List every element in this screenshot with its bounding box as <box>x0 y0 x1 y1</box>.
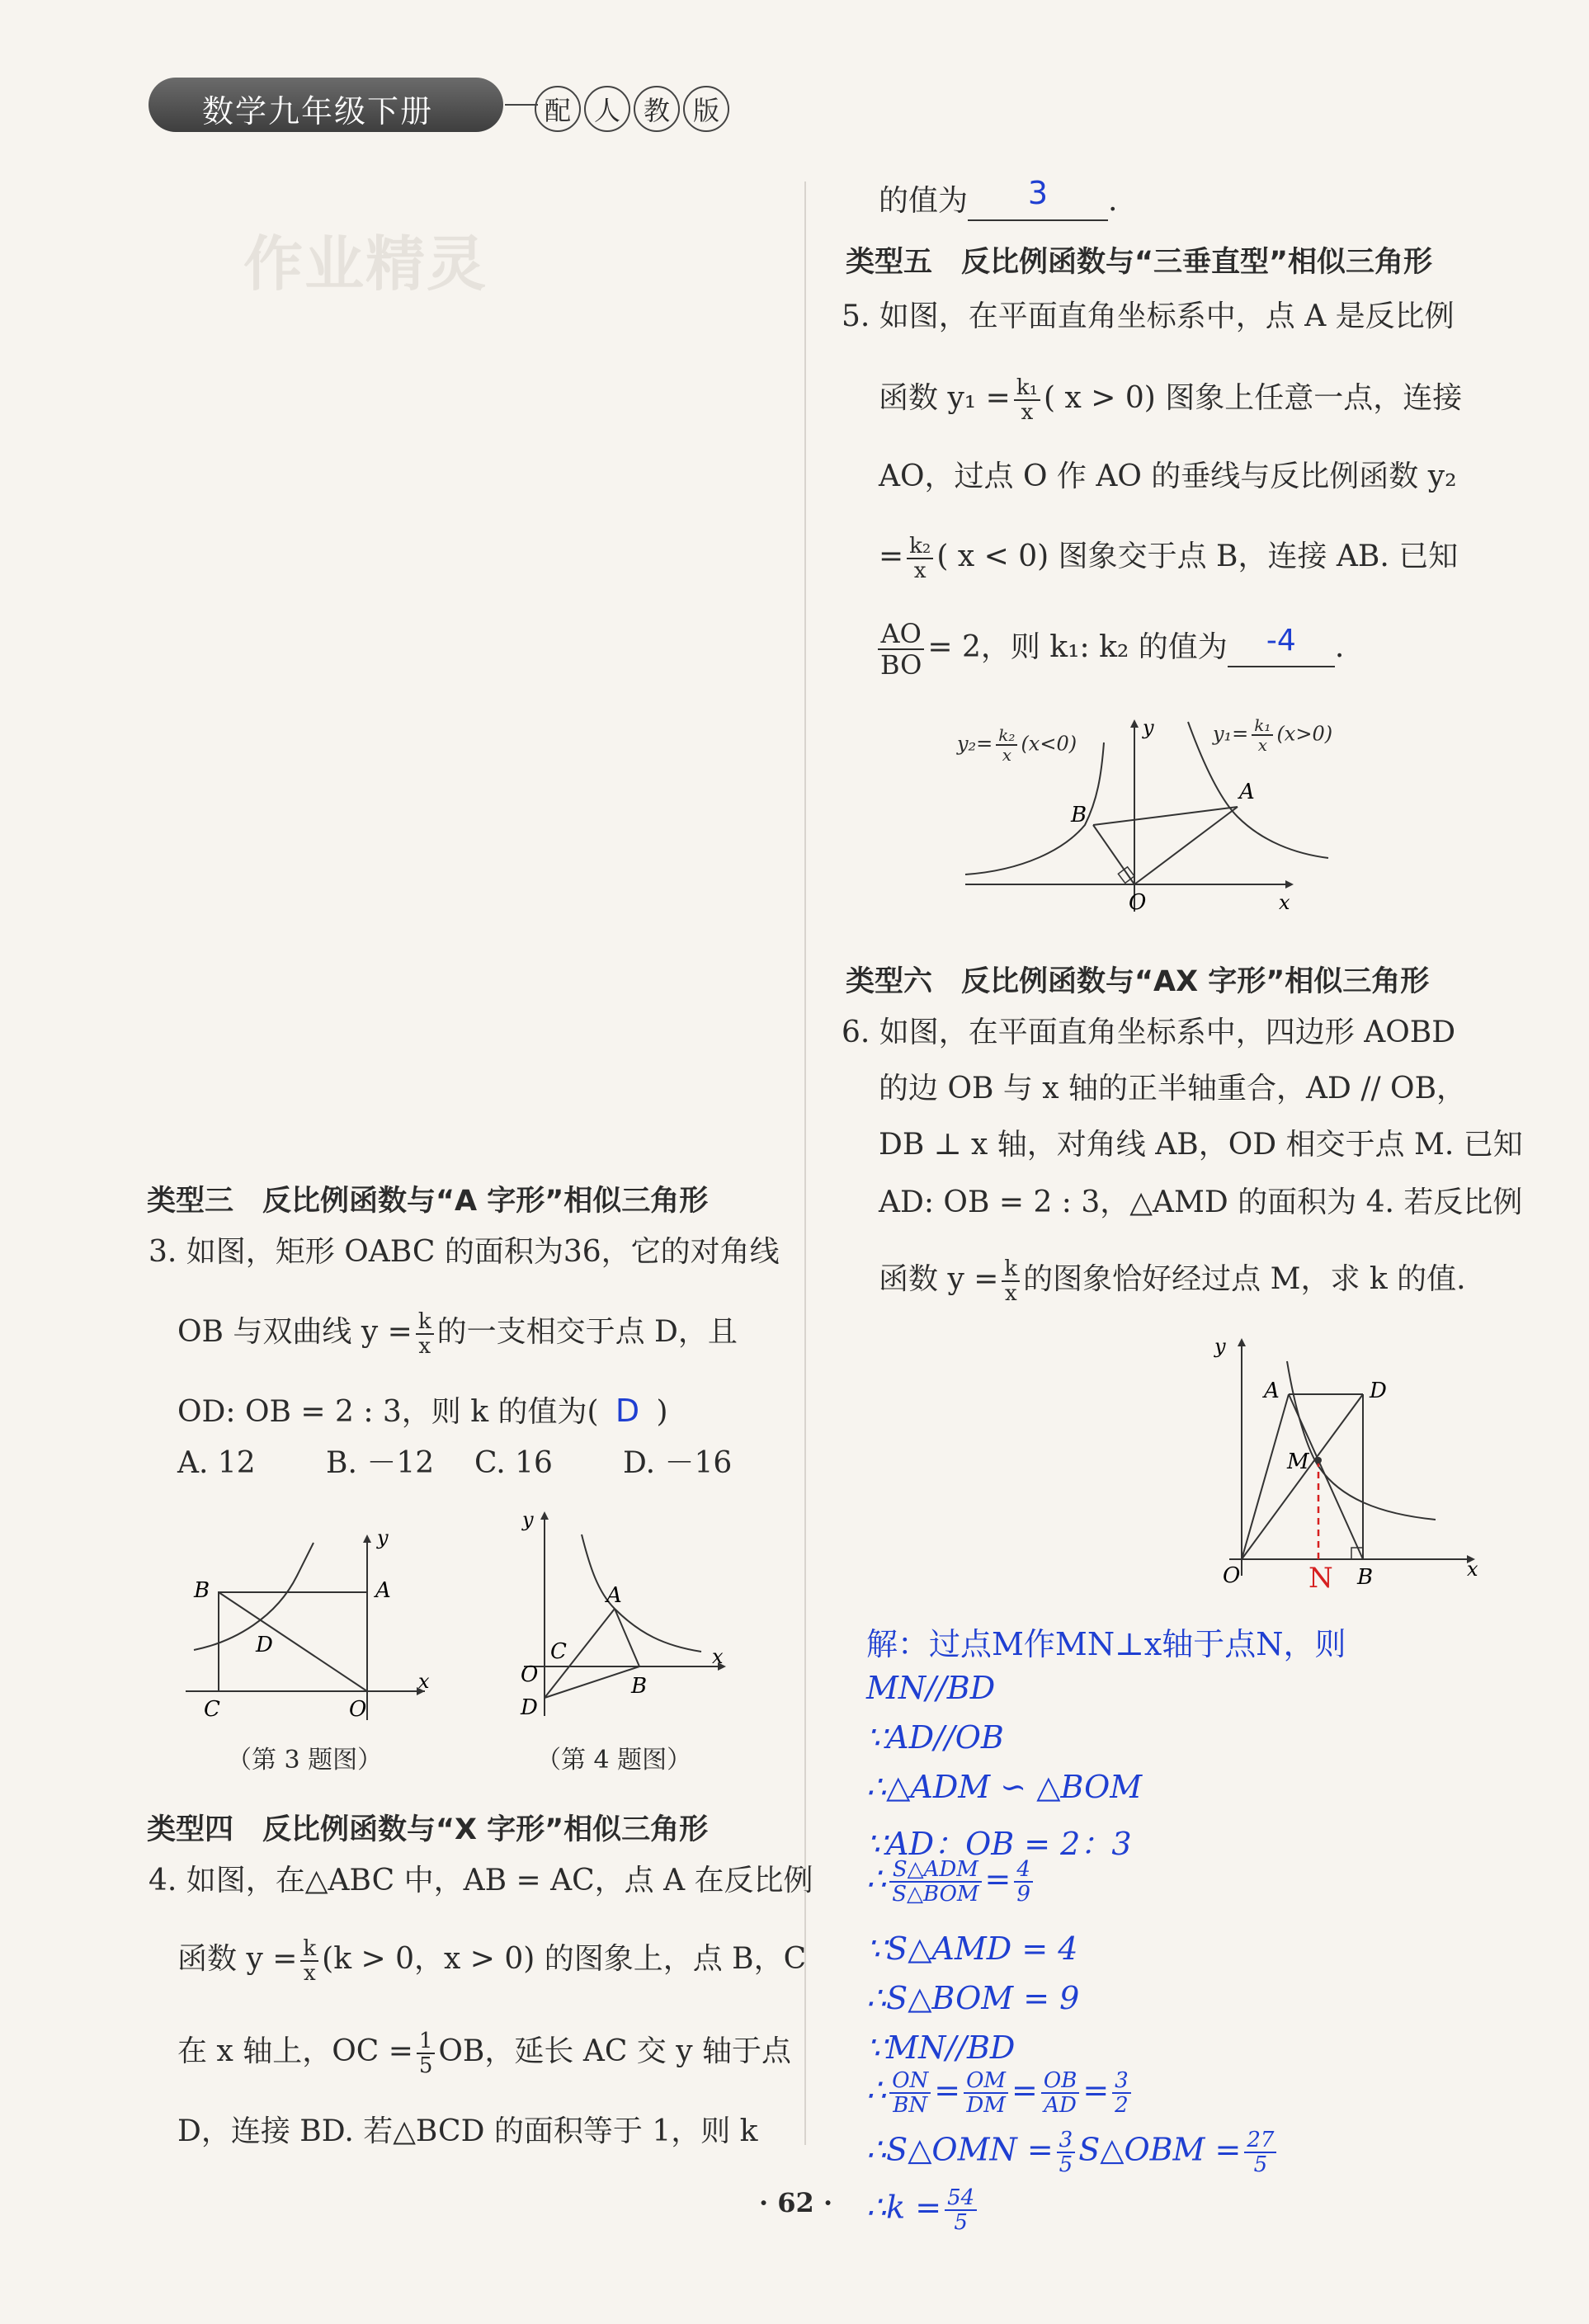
fig5-right-label-b: (x>0) <box>1276 722 1333 746</box>
q4-line2-b: (k > 0，x > 0) 的图象上，点 B，C <box>322 1942 807 1976</box>
q3-frac-num: k <box>416 1310 434 1335</box>
fig3-label-y: y <box>377 1526 389 1549</box>
q3-option-a: A. 12 <box>177 1446 256 1480</box>
sol11-frac-1 <box>1057 2128 1076 2176</box>
q4-line3 <box>177 2029 791 2077</box>
page-number: · 62 · <box>759 2187 833 2218</box>
column-divider <box>804 181 806 2145</box>
sol6-rn: 4 <box>1014 1858 1033 1883</box>
q5-line2-b: ( x > 0) 图象上任意一点，连接 <box>1044 381 1463 415</box>
q5-frac2-num: k₂ <box>907 535 933 559</box>
sol6-fd: S△BOM <box>892 1882 979 1907</box>
q3-option-b: B. －12 <box>326 1446 435 1480</box>
q4-handwritten-answer: 3 <box>1027 175 1049 211</box>
q5-handwritten-answer: -4 <box>1266 624 1296 658</box>
sol10-eq-3: = <box>1082 2072 1110 2109</box>
sol10-f2n: OM <box>964 2069 1008 2094</box>
header-connector <box>505 104 538 106</box>
fig4-label-B: B <box>631 1674 648 1699</box>
sol6-fn: S△ADM <box>889 1858 981 1883</box>
q4-line1: 4. 如图，在△ABC 中，AB = AC，点 A 在反比例 <box>149 1864 813 1897</box>
solution-line-5: ∵AD：OB = 2：3 <box>866 1826 1132 1862</box>
fig3-label-A: A <box>375 1578 391 1603</box>
solution-line-6 <box>866 1858 1036 1906</box>
solution-line-9: ∵MN//BD <box>866 2029 1016 2066</box>
edition-char: 教 <box>634 86 680 132</box>
sol10-f3d: AD <box>1044 2093 1077 2118</box>
q4-frac-num: k <box>300 1937 318 1962</box>
solution-line-7: ∵S△AMD = 4 <box>866 1930 1078 1967</box>
q4-fraction <box>300 1937 318 1985</box>
q6-frac-den: x <box>1004 1281 1017 1306</box>
sol6-eq: = <box>984 1860 1011 1897</box>
fig3-label-B: B <box>194 1578 210 1603</box>
sol10-frac-2 <box>964 2069 1008 2117</box>
fig6-label-D: D <box>1370 1379 1387 1403</box>
fig6-label-M: M <box>1287 1450 1309 1474</box>
q6-fraction <box>1002 1257 1020 1305</box>
sol10-pre: ∴ <box>866 2072 887 2109</box>
book-title: 数学九年级下册 <box>202 93 434 130</box>
type3-heading: 类型三 反比例函数与“A 字形”相似三角形 <box>147 1185 709 1218</box>
figure-6 <box>1205 1328 1493 1600</box>
q4-fraction-2 <box>417 2029 436 2077</box>
fig6-label-y: y <box>1214 1335 1226 1358</box>
q6-line2: 的边 OB 与 x 轴的正半轴重合，AD // OB， <box>879 1072 1467 1105</box>
fig4-label-x: x <box>712 1645 724 1668</box>
q6-line5-b: 的图象恰好经过点 M，求 k 的值. <box>1023 1262 1466 1296</box>
q3-options <box>177 1445 732 1482</box>
q6-line5 <box>879 1257 1466 1305</box>
solution-line-10 <box>866 2069 1134 2117</box>
edition-char: 配 <box>535 86 581 132</box>
type5-heading: 类型五 反比例函数与“三垂直型”相似三角形 <box>846 246 1433 279</box>
q3-line3 <box>177 1393 668 1431</box>
q5-line4-a: = <box>879 540 904 573</box>
sol11-frac-2 <box>1244 2128 1276 2176</box>
solution-line-12 <box>866 2186 980 2234</box>
fig5-right-label-a: y₁= <box>1213 722 1249 746</box>
q3-option-c: C. 16 <box>474 1446 553 1480</box>
sol10-f2d: DM <box>966 2093 1006 2118</box>
sol11-mid: S△OBM = <box>1078 2131 1242 2168</box>
sol10-frac-1 <box>889 2069 931 2117</box>
q3-fraction <box>416 1310 434 1358</box>
q4-answer-blank <box>968 175 1108 221</box>
fig4-caption: （第 4 题图） <box>536 1746 692 1775</box>
solution-line-4: ∴△ADM ∽ △BOM <box>866 1769 1143 1805</box>
q4-line3-a: 在 x 轴上，OC = <box>177 2034 413 2068</box>
q3-handwritten-answer: D <box>615 1393 640 1429</box>
q4-continuation <box>879 175 1118 221</box>
sol6-pre: ∴ <box>866 1860 887 1897</box>
fig5-left-frac <box>996 726 1017 764</box>
sol10-f1n: ON <box>889 2069 931 2094</box>
fig6-label-O: O <box>1223 1563 1241 1588</box>
sol10-f1d: BN <box>893 2093 928 2118</box>
q6-line3: DB ⊥ x 轴，对角线 AB，OD 相交于点 M. 已知 <box>879 1128 1523 1162</box>
q6-line1: 6. 如图，在平面直角坐标系中，四边形 AOBD <box>842 1016 1456 1049</box>
solution-line-2: MN//BD <box>866 1670 996 1706</box>
q3-option-d: D. －16 <box>623 1446 733 1480</box>
fig5-label-y: y <box>1143 716 1154 739</box>
sol10-frac-3 <box>1041 2069 1079 2117</box>
fig5-right-frac <box>1252 716 1273 754</box>
q5-frac-den: x <box>1021 400 1034 425</box>
q3-line2-b: 的一支相交于点 D，且 <box>436 1315 738 1349</box>
q3-line3-a: OD: OB = 2 : 3，则 k 的值为( <box>177 1395 599 1429</box>
fig5-left-label-a: y₂= <box>957 732 993 756</box>
figure-3 <box>186 1526 441 1724</box>
q5-line5 <box>875 619 1344 680</box>
q5-ratio-num: AO <box>878 619 924 650</box>
type6-heading: 类型六 反比例函数与“AX 字形”相似三角形 <box>846 965 1430 998</box>
fig5-label-x: x <box>1279 891 1290 914</box>
fig4-label-A: A <box>606 1583 622 1608</box>
sol10-f4d: 2 <box>1115 2093 1129 2118</box>
q5-frac-num: k₁ <box>1014 376 1040 401</box>
q6-frac-num: k <box>1002 1257 1020 1282</box>
sol12-fn: 54 <box>945 2186 977 2211</box>
fig3-label-x: x <box>418 1670 430 1693</box>
q4-cont-b: . <box>1108 184 1118 218</box>
q5-answer-blank <box>1228 624 1335 667</box>
sol10-frac-4 <box>1112 2069 1131 2117</box>
q5-line2 <box>879 376 1462 424</box>
q4-frac-den: x <box>303 1961 316 1986</box>
q4-frac2-den: 5 <box>418 2053 433 2078</box>
q6-line4: AD: OB = 2 : 3，△AMD 的面积为 4. 若反比例 <box>879 1186 1523 1219</box>
q5-line1: 5. 如图，在平面直角坐标系中，点 A 是反比例 <box>842 299 1455 333</box>
q5-fraction-2 <box>907 535 933 582</box>
fig6-label-N: N <box>1308 1562 1333 1595</box>
fig6-label-x: x <box>1467 1558 1478 1581</box>
fig5-label-A: A <box>1239 780 1255 804</box>
q5-line5-b: . <box>1334 630 1345 664</box>
q3-line2-a: OB 与双曲线 y = <box>177 1315 413 1349</box>
sol11-f1n: 3 <box>1057 2128 1076 2153</box>
q4-line2-a: 函数 y = <box>177 1942 298 1976</box>
q4-line2 <box>177 1937 806 1985</box>
sol10-f4n: 3 <box>1112 2069 1131 2094</box>
fig3-caption: （第 3 题图） <box>227 1746 383 1775</box>
sol6-frac-left <box>889 1858 981 1906</box>
sol12-frac <box>945 2186 977 2234</box>
sol12-pre: ∴k = <box>866 2189 942 2226</box>
q3-line2 <box>177 1310 738 1358</box>
q4-cont-a: 的值为 <box>879 184 969 218</box>
q5-line5-a: = 2，则 k₁: k₂ 的值为 <box>927 630 1228 664</box>
q3-line3-b: ) <box>656 1395 668 1429</box>
fig5-left-frac-den: x <box>1002 745 1011 765</box>
fig3-label-D: D <box>256 1633 273 1657</box>
fig5-right-frac-num: k₁ <box>1252 716 1273 736</box>
solution-line-1: 解：过点M作MN⊥x轴于点N，则 <box>866 1626 1346 1662</box>
type4-heading: 类型四 反比例函数与“X 字形”相似三角形 <box>147 1813 709 1846</box>
sol11-f1d: 5 <box>1059 2152 1073 2177</box>
fig5-left-label-b: (x<0) <box>1021 732 1077 756</box>
sol10-eq-1: = <box>934 2072 961 2109</box>
q5-line2-a: 函数 y₁ = <box>879 381 1011 415</box>
fig4-label-y: y <box>522 1508 534 1531</box>
sol11-f2d: 5 <box>1253 2152 1268 2177</box>
edition-char: 人 <box>584 86 630 132</box>
q5-line4 <box>879 535 1458 582</box>
fig5-left-curve-label <box>957 726 1077 764</box>
edition-char: 版 <box>683 86 729 132</box>
solution-line-11 <box>866 2128 1280 2176</box>
fig5-label-B: B <box>1071 803 1087 827</box>
sol12-fd: 5 <box>954 2210 968 2235</box>
sol10-f3n: OB <box>1041 2069 1079 2094</box>
fig5-label-O: O <box>1129 890 1147 915</box>
sol11-f2n: 27 <box>1244 2128 1276 2153</box>
q5-line4-b: ( x < 0) 图象交于点 B，连接 AB. 已知 <box>936 540 1459 573</box>
sol6-rd: 9 <box>1016 1882 1030 1907</box>
solution-line-8: ∴S△BOM = 9 <box>866 1980 1080 2016</box>
solution-line-3: ∵AD//OB <box>866 1719 1004 1756</box>
sol10-eq-2: = <box>1011 2072 1038 2109</box>
fig5-right-frac-den: x <box>1257 735 1267 755</box>
fig3-label-C: C <box>204 1697 220 1722</box>
fig4-label-D: D <box>521 1695 538 1720</box>
q4-line3-b: OB，延长 AC 交 y 轴于点 <box>438 2034 792 2068</box>
fig6-label-B: B <box>1357 1565 1374 1590</box>
q5-frac2-den: x <box>913 559 927 583</box>
figure-4 <box>491 1501 738 1724</box>
fig3-label-O: O <box>349 1697 367 1722</box>
fig5-right-curve-label <box>1213 716 1332 754</box>
q3-frac-den: x <box>418 1334 431 1359</box>
fig4-label-C: C <box>550 1639 567 1664</box>
q5-ratio-fraction <box>878 619 924 680</box>
sol6-frac-right <box>1014 1858 1033 1906</box>
q4-frac2-num: 1 <box>417 2029 436 2054</box>
q5-fraction <box>1014 376 1040 424</box>
edition-badges <box>535 86 729 132</box>
sol11-pre: ∴S△OMN = <box>866 2131 1054 2168</box>
q3-line1: 3. 如图，矩形 OABC 的面积为36，它的对角线 <box>149 1235 780 1269</box>
q6-line5-a: 函数 y = <box>879 1262 999 1296</box>
q4-line4: D，连接 BD. 若△BCD 的面积等于 1，则 k <box>177 2114 758 2148</box>
fig6-label-A: A <box>1264 1379 1280 1403</box>
watermark: 作业精灵 <box>243 229 488 299</box>
fig5-left-frac-num: k₂ <box>996 726 1017 746</box>
q5-ratio-den: BO <box>880 649 922 681</box>
fig4-label-O: O <box>521 1662 539 1687</box>
q5-line3: AO，过点 O 作 AO 的垂线与反比例函数 y₂ <box>879 460 1457 493</box>
